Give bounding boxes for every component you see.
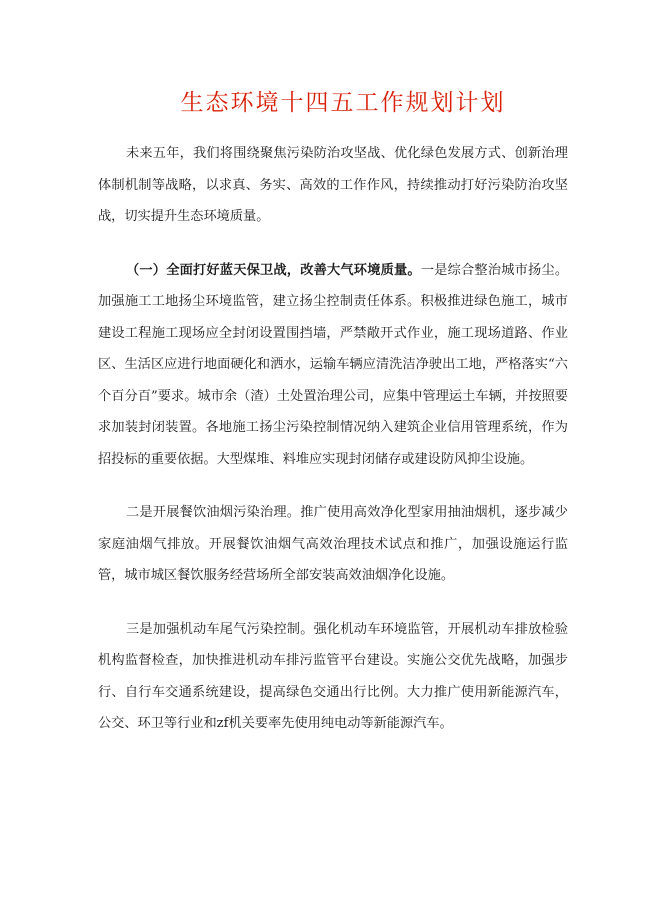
intro-paragraph: 未来五年，我们将围绕聚焦污染防治攻坚战、优化绿色发展方式、创新治理体制机制等战略，以求真、务实、高效的工作作风，持续推动打好污染防治攻坚战，切实提升生态环境质量。 (98, 146, 568, 224)
document-body (98, 138, 568, 740)
section1-body: 一是综合整治城市扬尘。加强施工工地扬尘环境监管，建立扬尘控制责任体系。积极推进绿色施工，城市建设工程施工现场应全封闭设置围挡墙，严禁敞开式作业，施工现场道路、作业区、生活区应进行地面硬化和洒水，运输车辆应清洗洁净驶出工地，严格落实“六个百分百”要求。城市余（渣）土处置治理公司，应集中管理运土车辆，并按照要求加装封闭装置。各地施工扬尘污染控制情况纳入建筑企业信用管理系统，作为招投标的重要依据。大型煤堆、料堆应实现封闭储存或建设防风抑尘设施。 (98, 262, 569, 467)
section1-heading: （一）全面打好蓝天保卫战，改善大气环境质量。 (126, 262, 421, 278)
point3-paragraph: 三是加强机动车尾气污染控制。强化机动车环境监管，开展机动车排放检验机构监督检查，加快推进机动车排污监管平台建设。实施公交优先战略，加强步行、自行车交通系统建设，提高绿色交通出行比例。大力推广使用新能源汽车，公交、环卫等行业和zf机关要率先使用纯电动等新能源汽车。 (98, 621, 568, 731)
section1-paragraph (98, 255, 568, 476)
point2-paragraph: 二是开展餐饮油烟污染治理。推广使用高效净化型家用抽油烟机，逐步减少家庭油烟气排放。开展餐饮油烟气高效治理技术试点和推广，加强设施运行监管，城市城区餐饮服务经营场所全部安装高效油烟净化设施。 (98, 505, 568, 583)
document-title: 生态环境十四五工作规划计划 (180, 90, 506, 116)
